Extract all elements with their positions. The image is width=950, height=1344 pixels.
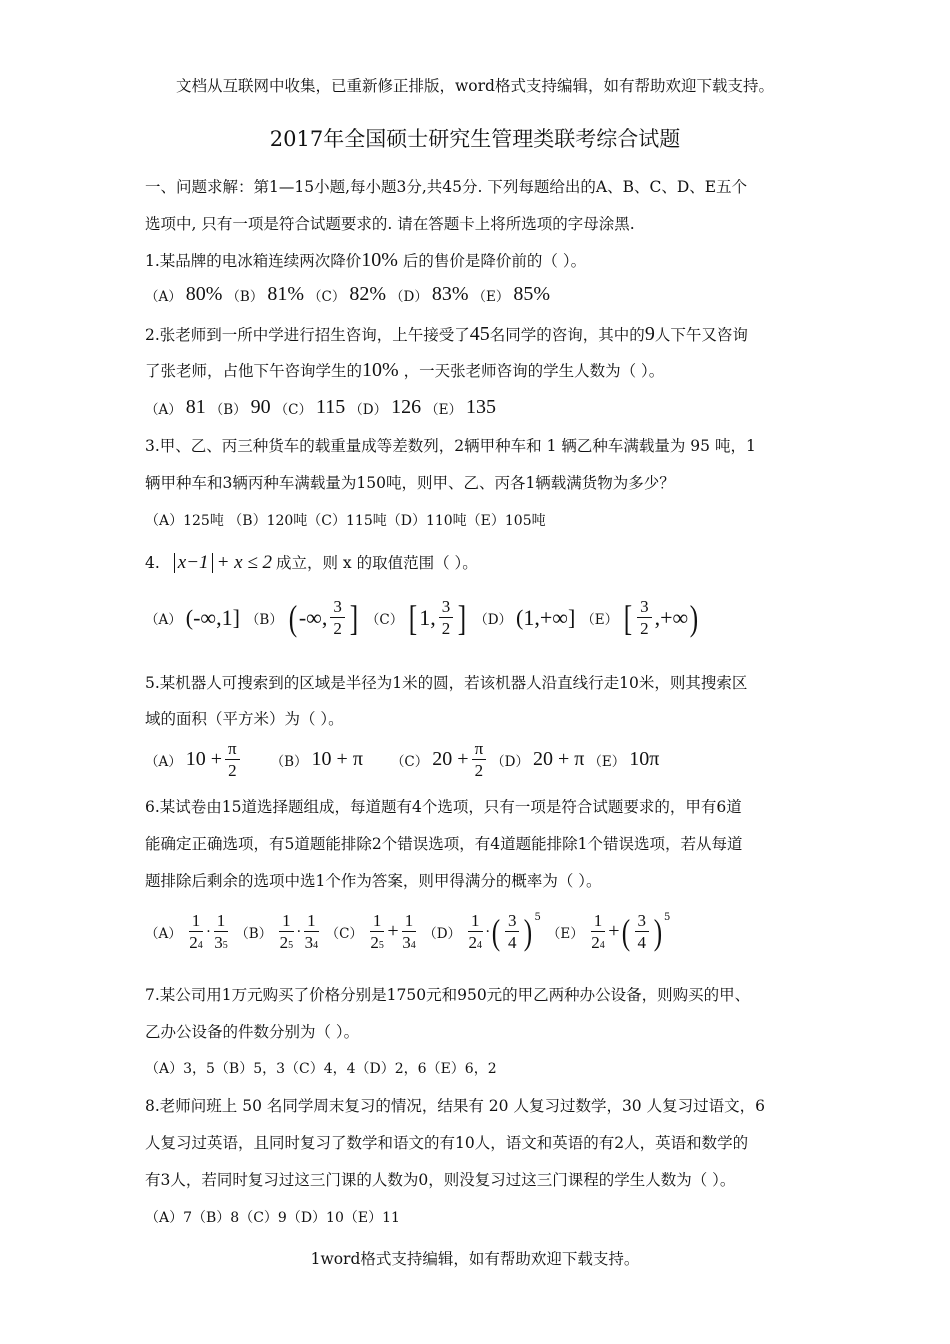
q5-opt-c-label: （C） xyxy=(390,753,429,770)
q6-opt-e-frac-2: $\frac{3}{4}$ xyxy=(635,912,650,951)
q2-l1n2: 9 xyxy=(644,323,655,345)
q1-opt-b-label: （B） xyxy=(226,288,264,305)
q5-opt-d-value: 20 + π xyxy=(532,748,585,770)
q1-opt-e-value: 85% xyxy=(513,283,551,305)
question-4-stem xyxy=(145,553,478,573)
q2-opt-a-value: 81 xyxy=(185,396,206,418)
q1-pct: 10% xyxy=(361,249,398,271)
q1-opt-d-value: 83% xyxy=(431,283,469,305)
question-7-line-2: 乙办公设备的件数分别为（ ）。 xyxy=(145,1023,360,1041)
q1-stem-b: 后的售价是降价前的（ ）。 xyxy=(402,252,587,270)
question-4-options: （A） (-∞,1] （B） ( -∞, $\frac{3}{2}$ ] （C） [ 1, $\frac{3}{2}$ ] （D） (1,+∞] （E） [ $\frac{3}{2}$ ,+∞ ) xyxy=(145,597,699,638)
q5-opt-b-label: （B） xyxy=(270,753,308,770)
question-3-line-2: 辆甲种车和3辆丙种车满载量为150吨，则甲、乙、丙各1辆载满货物为多少？ xyxy=(145,474,675,492)
q6-opt-e-frac-1: $\frac{1}{24}$ xyxy=(591,911,605,952)
q4-inequality: + x ≤ 2 xyxy=(216,552,272,573)
q5-opt-b-value: 10 + π xyxy=(311,748,363,770)
q2-opt-a-label: （A） xyxy=(145,401,182,418)
q6-opt-e-label: （E） xyxy=(546,925,584,942)
q1-stem-a: 1.某品牌的电冰箱连续两次降价 xyxy=(145,252,362,270)
question-2-options xyxy=(145,396,496,419)
question-2-line-2 xyxy=(145,360,664,381)
question-2-line-1 xyxy=(145,324,748,345)
q6-opt-a-frac-1: $\frac{1}{24}$ xyxy=(189,911,203,952)
q4-abs-expression: x−1 xyxy=(174,553,213,573)
question-7-options: （A）3，5（B）5，3（C）4，4（D）2，6（E）6，2 xyxy=(145,1061,497,1077)
q4-opt-e-label: （E） xyxy=(581,611,619,628)
q4-opt-b-label: （B） xyxy=(245,611,283,628)
q4-opt-e-right: ,+∞ xyxy=(654,604,689,630)
q2-opt-c-value: 115 xyxy=(316,396,346,418)
q2-l2pct: 10% xyxy=(362,359,399,381)
q4-opt-c-left: 1, xyxy=(419,604,436,630)
question-1-options xyxy=(145,283,550,306)
q6-opt-a-frac-2: $\frac{1}{35}$ xyxy=(214,911,228,952)
q6-opt-a-label: （A） xyxy=(145,925,182,942)
q2-opt-d-value: 126 xyxy=(391,396,422,418)
q6-opt-b-label: （B） xyxy=(235,925,273,942)
q4-opt-a-value: (-∞,1] xyxy=(185,604,240,630)
q2-l2b: ，一天张老师咨询的学生人数为（ ）。 xyxy=(403,362,665,380)
q4-opt-b-fraction: $\frac{3}{2}$ xyxy=(330,598,345,637)
q2-opt-b-value: 90 xyxy=(250,396,271,418)
q2-l2a: 了张老师，占他下午咨询学生的 xyxy=(145,362,363,380)
q2-l1c: 人下午又咨询 xyxy=(654,326,748,344)
q6-opt-b-frac-1: $\frac{1}{25}$ xyxy=(279,911,294,952)
q4-opt-a-label: （A） xyxy=(145,611,182,628)
section-intro-line-2: 选项中, 只有一项是符合试题要求的. 请在答题卡上将所选项的字母涂黑. xyxy=(145,215,635,233)
question-8-line-3: 有3人，若同时复习过这三门课的人数为0，则没复习过这三门课程的学生人数为（ ）。 xyxy=(145,1171,736,1189)
q2-opt-c-label: （C） xyxy=(274,401,313,418)
question-8-options: （A）7（B）8（C）9（D）10（E）11 xyxy=(145,1210,400,1226)
q5-opt-c-fraction: $\frac{\pi}{2}$ xyxy=(472,740,487,779)
question-6-line-3: 题排除后剩余的选项中选1个作为答案，则甲得满分的概率为（ ）。 xyxy=(145,872,602,890)
q5-opt-c-value: 20 + xyxy=(432,748,469,770)
q5-opt-a-value: 10 + xyxy=(185,748,223,770)
q2-l1n: 45 xyxy=(469,323,490,345)
question-3-options: （A）125吨 （B）120吨（C）115吨（D）110吨（E）105吨 xyxy=(145,513,546,529)
q4-opt-c-label: （C） xyxy=(365,611,404,628)
q5-opt-a-fraction: $\frac{\pi}{2}$ xyxy=(225,740,240,779)
question-3-line-1: 3.甲、乙、丙三种货车的载重量成等差数列，2辆甲种车和 1 辆乙种车满载量为 95 吨，1 xyxy=(145,437,756,455)
q4-opt-d-label: （D） xyxy=(474,611,513,628)
question-6-line-2: 能确定正确选项，有5道题能排除2个错误选项，有4道题能排除1个错误选项，若从每道 xyxy=(145,835,743,853)
page-footer-note: 1word格式支持编辑，如有帮助欢迎下载支持。 xyxy=(310,1250,640,1268)
q2-l1b: 名同学的咨询，其中的 xyxy=(489,326,645,344)
q4-opt-e-fraction: $\frac{3}{2}$ xyxy=(637,598,652,637)
question-5-line-1: 5.某机器人可搜索到的区域是半径为1米的圆，若该机器人沿直线行走10米，则其搜索区 xyxy=(145,674,748,692)
exam-title: 2017年全国硕士研究生管理类联考综合试题 xyxy=(269,127,681,151)
q6-opt-c-frac-1: $\frac{1}{25}$ xyxy=(370,911,384,952)
q2-l1a: 2.张老师到一所中学进行招生咨询，上午接受了 xyxy=(145,326,470,344)
q5-opt-e-label: （E） xyxy=(588,753,626,770)
q6-opt-d-frac-1: $\frac{1}{24}$ xyxy=(468,911,483,952)
q1-opt-b-value: 81% xyxy=(267,283,305,305)
q6-opt-c-frac-2: $\frac{1}{34}$ xyxy=(402,911,416,952)
q6-opt-d-frac-2: $\frac{3}{4}$ xyxy=(505,912,520,951)
question-6-options: （A） $\frac{1}{24}$ · $\frac{1}{35}$ （B） $\frac{1}{25}$ · $\frac{1}{34}$ （C） $\frac{1}{25}$ + $\frac{1}{34}$ （D） $\frac{1}{24}$ · ( $\frac{3}{4}$ ) 5 （E） $\frac{1}{24}$ + ( $\frac{3}{4}$ ) 5 xyxy=(145,911,671,952)
q1-opt-c-value: 82% xyxy=(349,283,387,305)
question-8-line-2: 人复习过英语，且同时复习了数学和语文的有10人，语文和英语的有2人，英语和数学的 xyxy=(145,1134,749,1152)
q2-opt-b-label: （B） xyxy=(209,401,247,418)
q1-opt-e-label: （E） xyxy=(472,288,510,305)
q4-text: 成立，则 x 的取值范围（ ）。 xyxy=(276,554,478,572)
question-5-options xyxy=(145,740,659,779)
question-5-line-2: 域的面积（平方米）为（ ）。 xyxy=(145,710,344,728)
q1-opt-c-label: （C） xyxy=(308,288,346,305)
q5-opt-a-label: （A） xyxy=(145,753,182,770)
section-intro-line-1: 一、问题求解：第1—15小题,每小题3分,共45分. 下列每题给出的A、B、C、D、E五个 xyxy=(145,178,748,196)
question-6-line-1: 6.某试卷由15道选择题组成，每道题有4个选项，只有一项是符合试题要求的，甲有6道 xyxy=(145,798,742,816)
q1-opt-a-label: （A） xyxy=(145,288,182,305)
q6-opt-d-label: （D） xyxy=(423,925,462,942)
q2-opt-e-label: （E） xyxy=(425,401,462,418)
q1-opt-a-value: 80% xyxy=(185,283,223,305)
q5-opt-d-label: （D） xyxy=(491,753,529,770)
question-1-stem xyxy=(145,250,586,271)
q2-opt-d-label: （D） xyxy=(349,401,388,418)
q6-opt-c-label: （C） xyxy=(325,925,363,942)
page-header-note: 文档从互联网中收集，已重新修正排版，word格式支持编辑，如有帮助欢迎下载支持。 xyxy=(176,77,774,95)
q2-opt-e-value: 135 xyxy=(465,396,496,418)
q4-opt-c-fraction: $\frac{3}{2}$ xyxy=(439,598,454,637)
q4-opt-d-value: (1,+∞] xyxy=(516,604,576,630)
q6-opt-b-frac-2: $\frac{1}{34}$ xyxy=(304,911,319,952)
question-7-line-1: 7.某公司用1万元购买了价格分别是1750元和950元的甲乙两种办公设备，则购买的甲、 xyxy=(145,986,751,1004)
question-8-line-1: 8.老师问班上 50 名同学周末复习的情况，结果有 20 人复习过数学，30 人复习过语文，6 xyxy=(145,1097,765,1115)
q1-opt-d-label: （D） xyxy=(390,288,428,305)
q4-number: 4. xyxy=(145,554,160,572)
q5-opt-e-value: 10π xyxy=(629,748,660,770)
q4-opt-b-left: -∞, xyxy=(298,604,328,630)
